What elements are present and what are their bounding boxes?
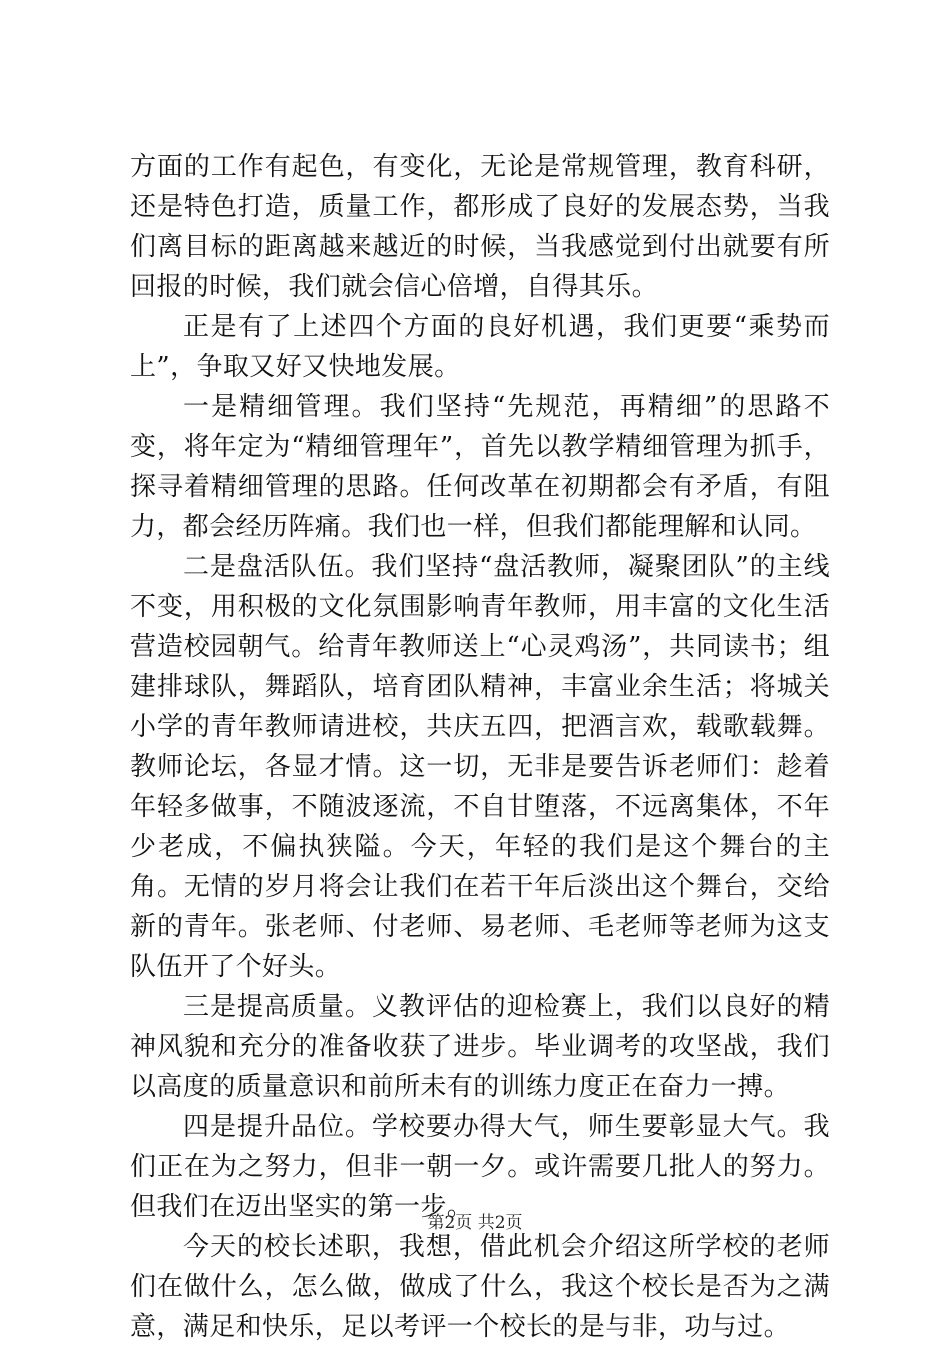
paragraph-fine-management: 一是精细管理。我们坚持“先规范，再精细”的思路不变，将年定为“精细管理年”，首先以教学精细管理为抓手，探寻着精细管理的思路。任何改革在初期都会有矛盾，有阻力，都会经历阵痛。我们也一样，但我们都能理解和认同。	[130, 392, 830, 542]
paragraph-taste: 四是提升品位。学校要办得大气，师生要彰显大气。我们正在为之努力，但非一朝一夕。或许需要几批人的努力。但我们在迈出坚实的第一步。	[130, 1112, 830, 1222]
paragraph-quality: 三是提高质量。义教评估的迎检赛上，我们以良好的精神风貌和充分的准备收获了进步。毕业调考的攻坚战，我们以高度的质量意识和前所未有的训练力度正在奋力一搏。	[130, 992, 830, 1102]
page-number-footer: 第2页 共2页	[427, 1213, 523, 1233]
paragraph-team-building: 二是盘活队伍。我们坚持“盘活教师，凝聚团队”的主线不变，用积极的文化氛围影响青年教师，用丰富的文化生活营造校园朝气。给青年教师送上“心灵鸡汤”，共同读书；组建排球队，舞蹈队，培育团队精神，丰富业余生活；将城关小学的青年教师请进校，共庆五四，把酒言欢，载歌载舞。教师论坛，各显才情。这一切，无非是要告诉老师们：趁着年轻多做事，不随波逐流，不自甘堕落，不远离集体，不年少老成，不偏执狭隘。今天，年轻的我们是这个舞台的主角。无情的岁月将会让我们在若干年后淡出这个舞台，交给新的青年。张老师、付老师、易老师、毛老师等老师为这支队伍开了个好头。	[130, 552, 830, 982]
paragraph-opportunity: 正是有了上述四个方面的良好机遇，我们更要“乘势而上”，争取又好又快地发展。	[130, 312, 830, 382]
paragraph-conclusion: 今天的校长述职，我想，借此机会介绍这所学校的老师们在做什么，怎么做，做成了什么，我这个校长是否为之满意，满足和快乐，足以考评一个校长的是与非，功与过。	[130, 1232, 830, 1342]
document-body	[130, 147, 830, 1347]
paragraph-continuation: 方面的工作有起色，有变化，无论是常规管理，教育科研，还是特色打造，质量工作，都形成了良好的发展态势，当我们离目标的距离越来越近的时候，当我感觉到付出就要有所回报的时候，我们就会信心倍增，自得其乐。	[130, 152, 830, 302]
